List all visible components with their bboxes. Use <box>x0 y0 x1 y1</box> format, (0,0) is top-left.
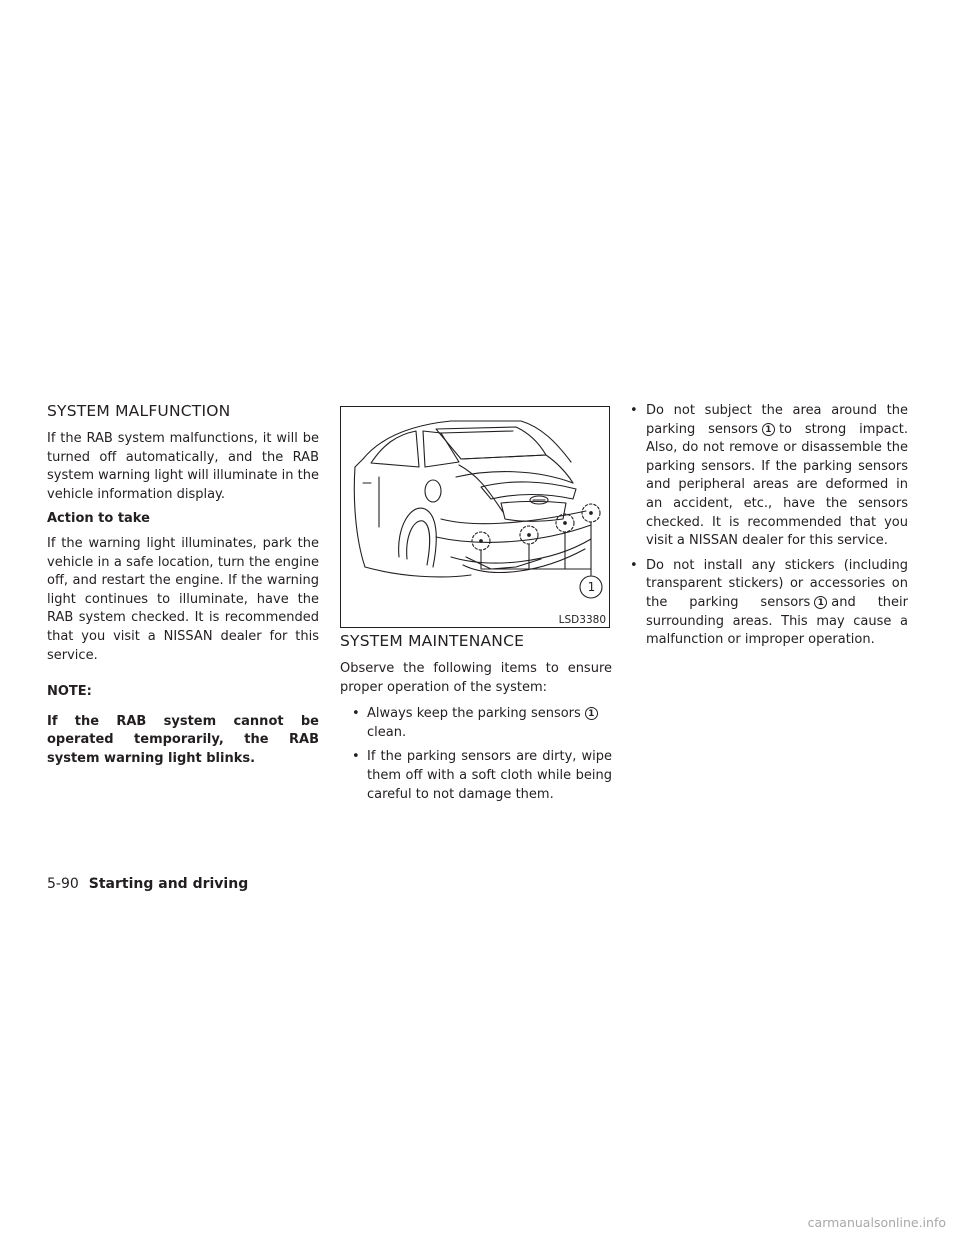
list-item: • Do not install any stickers (including transparent stickers) or accessories on the parking sensors 1 and their surrounding areas. This may cause a malfunction or improper operation. <box>630 557 908 648</box>
bullet-text-after: clean. <box>367 724 407 740</box>
figure-code: LSD3380 <box>558 614 606 626</box>
malfunction-section <box>47 400 319 769</box>
list-item: • Always keep the parking sensors 1 clean. <box>348 705 612 742</box>
list-item: • If the parking sensors are dirty, wipe them off with a soft cloth while being careful to not damage them. <box>352 749 612 802</box>
note-label: NOTE: <box>47 684 92 700</box>
malfunction-intro: If the RAB system malfunctions, it will be turned off automatically, and the RAB system warning light will illuminate in the vehicle information display. <box>47 431 319 502</box>
precautions-section <box>626 402 908 656</box>
bullet-text-after: to strong impact. Also, do not remove or disassemble the parking sensors. If the parking sensors and peripheral areas are deformed in an accident, etc., have the sensors checked. It is recommended that you visit a NISSAN dealer for this service. <box>646 421 908 549</box>
page-footer <box>47 876 248 892</box>
section-title: Starting and driving <box>88 876 249 892</box>
bullet-text-before: Always keep the parking sensors <box>367 706 581 722</box>
maintenance-section <box>340 630 612 810</box>
action-body: If the warning light illuminates, park the vehicle in a safe location, turn the engine off, and restart the engine. If the warning light continues to illuminate, have the RAB system checked. It is recommended that you visit a NISSAN dealer for this service. <box>47 535 319 663</box>
page-number: 5-90 <box>47 876 79 892</box>
bullet-text-before: Do not install any stickers (including transparent stickers) or accessories on the parking sensors <box>646 557 908 610</box>
maintenance-bullets <box>340 705 612 804</box>
parking-sensor-figure <box>340 406 610 628</box>
maintenance-intro: Observe the following items to ensure proper operation of the system: <box>340 661 612 695</box>
note-body: If the RAB system cannot be operated temporarily, the RAB system warning light blinks. <box>47 713 319 766</box>
maintenance-heading: SYSTEM MAINTENANCE <box>340 632 525 650</box>
action-heading: Action to take <box>47 511 150 527</box>
watermark: carmanualsonline.info <box>807 1215 946 1230</box>
sensor-callout-ref: 1 <box>585 707 598 720</box>
bullet-text-after: and their surrounding areas. This may cause a malfunction or improper operation. <box>646 594 908 648</box>
car-rear-illustration <box>341 407 611 629</box>
bullet-text-before: Do not subject the area around the parking sensors <box>646 403 908 437</box>
sensor-callout-ref: 1 <box>814 596 827 609</box>
bullet-text: If the parking sensors are dirty, wipe them off with a soft cloth while being careful to not damage them. <box>367 749 612 802</box>
sensor-callout-ref: 1 <box>762 423 775 436</box>
precaution-bullets <box>626 402 908 650</box>
malfunction-heading: SYSTEM MALFUNCTION <box>47 402 231 420</box>
figure-callout-1: 1 <box>587 580 596 594</box>
list-item: • Do not subject the area around the parking sensors 1 to strong impact. Also, do not remove or disassemble the parking sensors. If the parking sensors and peripheral areas are deformed in an accident, etc., have the sensors checked. It is recommended that you visit a NISSAN dealer for this service. <box>630 403 908 549</box>
